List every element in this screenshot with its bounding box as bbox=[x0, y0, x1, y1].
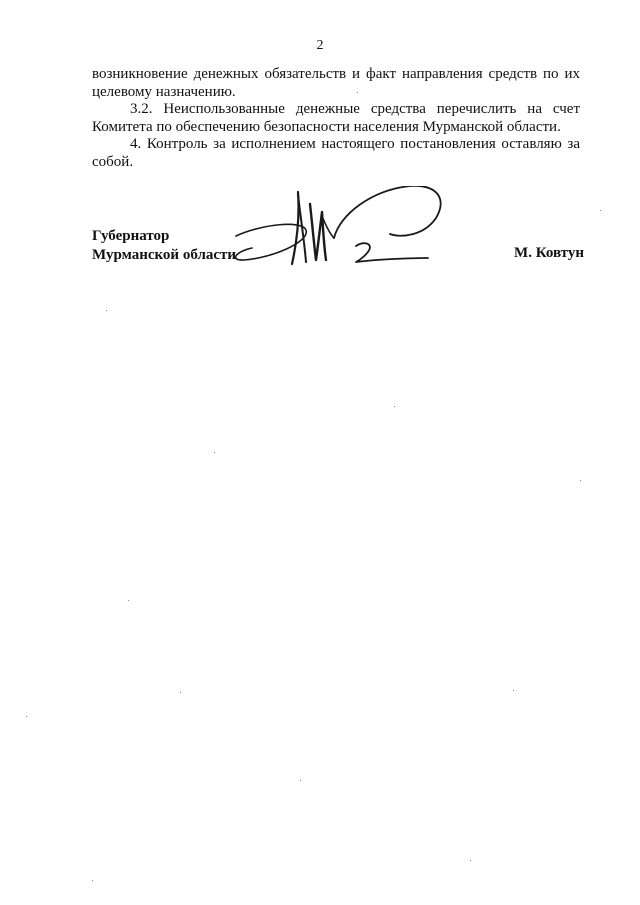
scan-speck bbox=[26, 716, 27, 717]
scan-speck bbox=[92, 880, 93, 881]
document-body bbox=[92, 66, 580, 171]
scan-speck bbox=[214, 452, 215, 453]
scan-speck bbox=[106, 310, 107, 311]
signatory-title-line2: Мурманской области bbox=[92, 247, 237, 263]
signatory-title bbox=[92, 227, 236, 265]
scan-speck bbox=[180, 692, 181, 693]
scan-speck bbox=[580, 480, 581, 481]
page-number: 2 bbox=[316, 38, 324, 53]
scan-speck bbox=[470, 860, 471, 861]
scan-speck bbox=[300, 780, 301, 781]
scan-speck bbox=[357, 92, 358, 93]
scan-speck bbox=[128, 600, 129, 601]
scan-speck bbox=[600, 210, 601, 211]
signatory-title-line1: Губернатор bbox=[92, 228, 170, 244]
paragraph-4: 4. Контроль за исполнением настоящего постановления оставляю за собой. bbox=[92, 136, 580, 170]
scan-speck bbox=[513, 690, 514, 691]
paragraph-3-2: 3.2. Неиспользованные денежные средства перечислить на счет Комитета по обеспечению безопасности населения Мурманской области. bbox=[92, 101, 580, 135]
scan-speck bbox=[394, 406, 395, 407]
handwritten-signature bbox=[222, 186, 462, 276]
paragraph-continuation: возникновение денежных обязательств и факт направления средств по их целевому назначению. bbox=[92, 66, 580, 100]
signatory-name: М. Ковтун bbox=[514, 245, 584, 261]
